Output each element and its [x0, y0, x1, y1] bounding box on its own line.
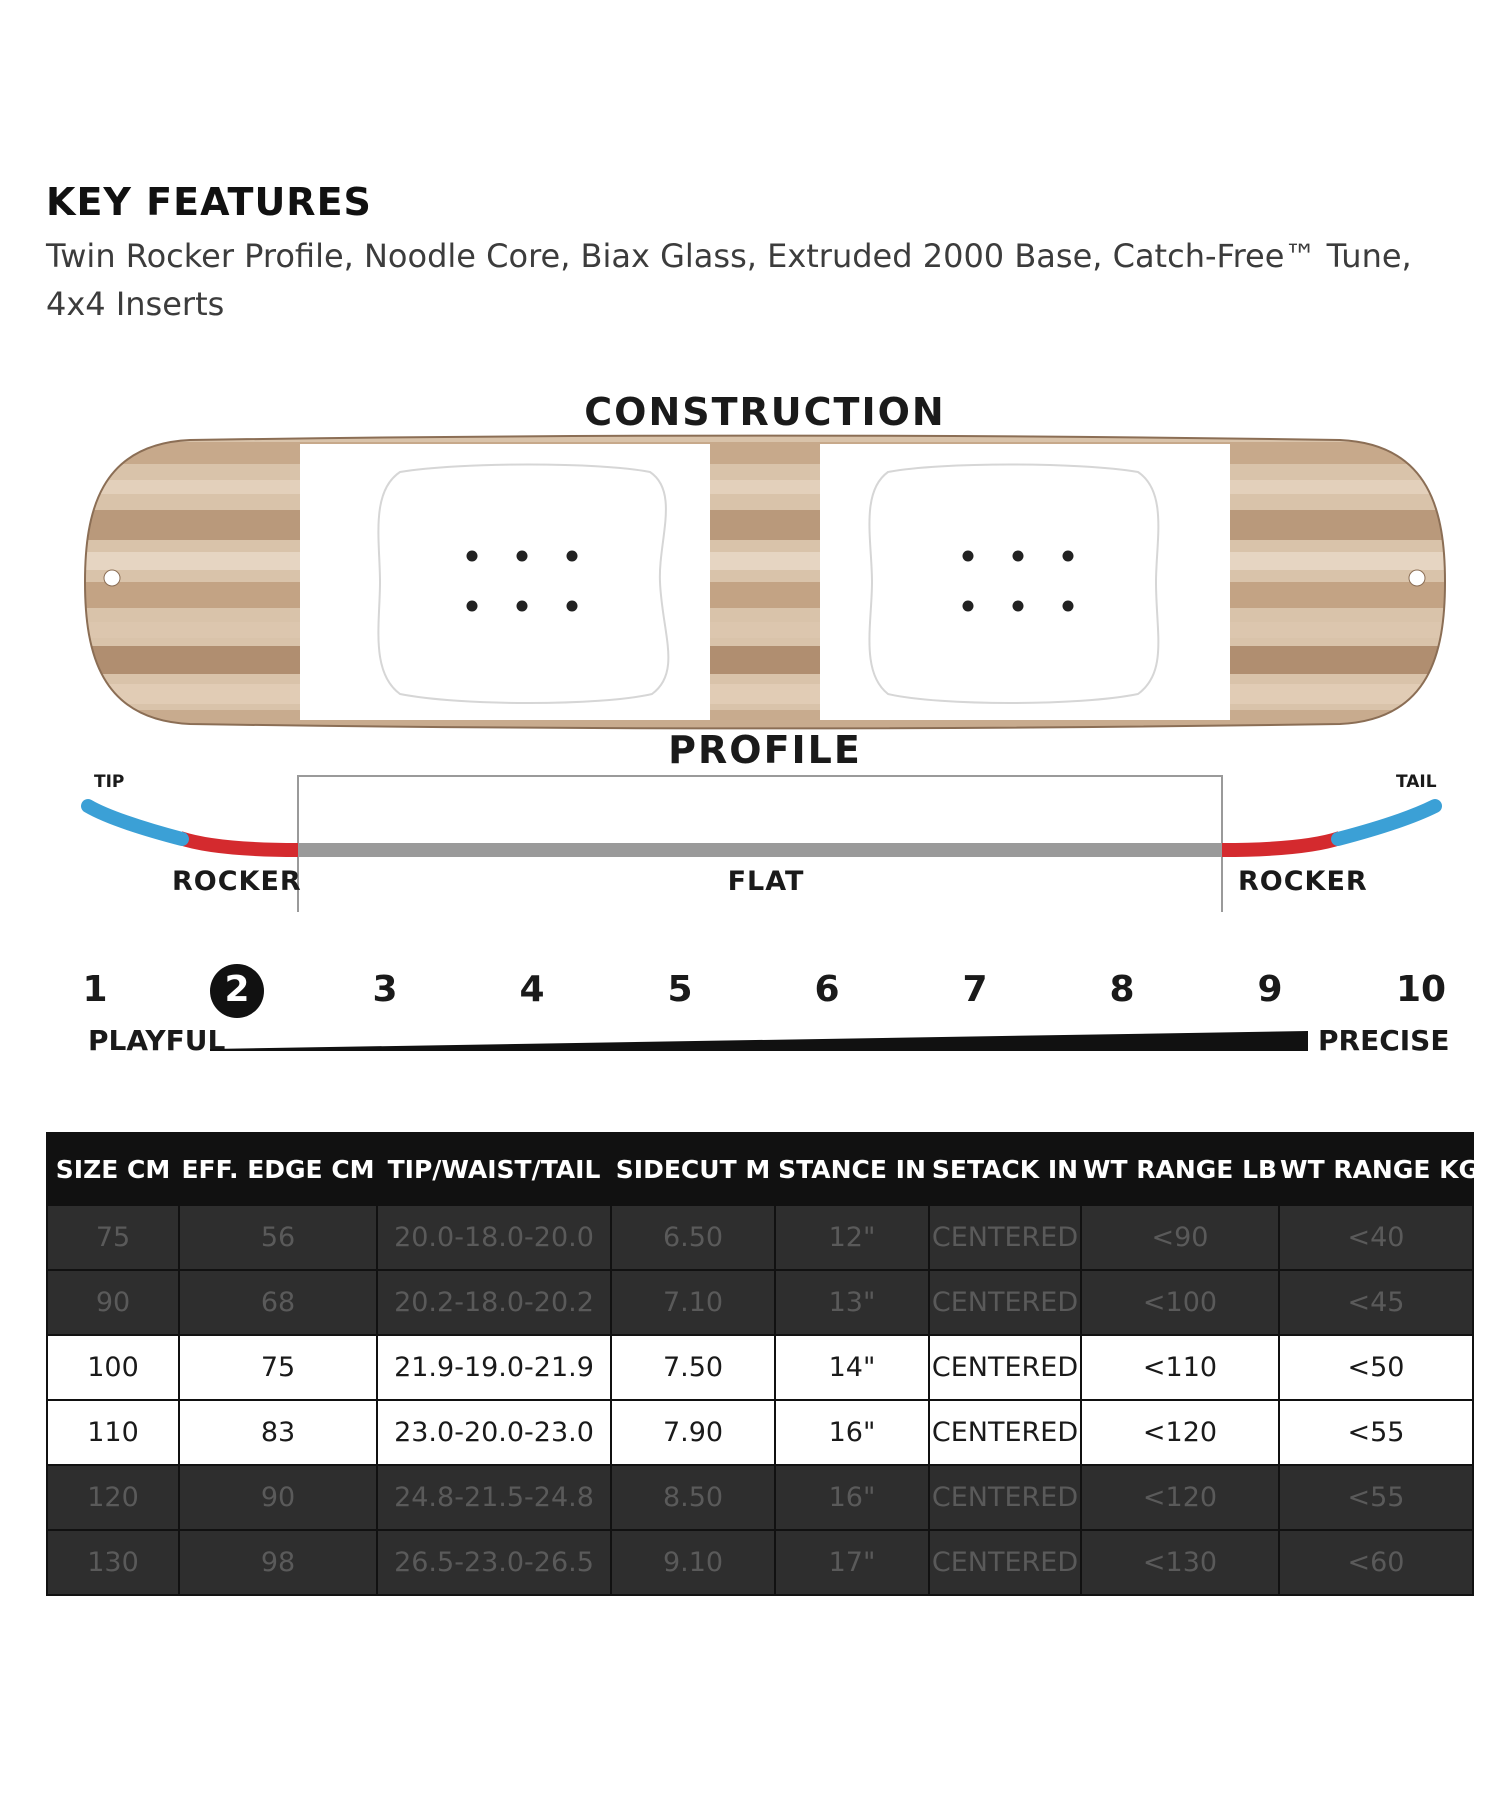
table-row	[47, 1205, 1473, 1270]
rocker-left-label: ROCKER	[172, 866, 302, 897]
table-cell: <90	[1081, 1205, 1279, 1270]
table-cell: <130	[1081, 1530, 1279, 1595]
tail-line	[1338, 806, 1435, 839]
table-header-row	[47, 1133, 1473, 1205]
flex-scale-number: 4	[519, 969, 545, 1010]
key-features-text: Twin Rocker Profile, Noodle Core, Biax Glass, Extruded 2000 Base, Catch-Free™ Tune, 4x4 Inserts	[46, 237, 1412, 323]
table-cell: CENTERED	[929, 1270, 1081, 1335]
table-cell: 13"	[775, 1270, 929, 1335]
tip-label: TIP	[94, 772, 125, 792]
table-cell: 21.9-19.0-21.9	[377, 1335, 611, 1400]
flex-scale-number: 8	[1109, 969, 1135, 1010]
table-cell: 98	[179, 1530, 377, 1595]
table-cell: 75	[179, 1335, 377, 1400]
flex-scale-number: 10	[1395, 969, 1447, 1010]
tip-hole	[104, 570, 120, 586]
table-cell: 8.50	[611, 1465, 775, 1530]
flex-scale-number-selected: 2	[224, 969, 250, 1010]
table-cell: 17"	[775, 1530, 929, 1595]
table-cell: <55	[1279, 1465, 1473, 1530]
table-cell: 130	[47, 1530, 179, 1595]
table-header: TIP/WAIST/TAIL	[377, 1133, 611, 1205]
table-row-highlighted	[47, 1335, 1473, 1400]
table-header: WT RANGE KG	[1279, 1133, 1473, 1205]
table-cell: 16"	[775, 1465, 929, 1530]
rocker-right-label: ROCKER	[1238, 866, 1368, 897]
table-row	[47, 1530, 1473, 1595]
table-cell: 12"	[775, 1205, 929, 1270]
table-cell: <50	[1279, 1335, 1473, 1400]
table-header: STANCE IN	[775, 1133, 929, 1205]
table-cell: <120	[1081, 1465, 1279, 1530]
flex-wedge	[210, 1028, 1310, 1058]
table-row	[47, 1465, 1473, 1530]
table-cell: <40	[1279, 1205, 1473, 1270]
wood-core	[80, 432, 1450, 732]
table-cell: 90	[179, 1465, 377, 1530]
tip-line	[88, 806, 182, 839]
table-header: EFF. EDGE CM	[179, 1133, 377, 1205]
flex-scale-number: 5	[667, 969, 693, 1010]
table-cell: <120	[1081, 1400, 1279, 1465]
table-cell: 110	[47, 1400, 179, 1465]
table-cell: 7.10	[611, 1270, 775, 1335]
table-cell: 24.8-21.5-24.8	[377, 1465, 611, 1530]
flex-scale-number: 7	[962, 969, 988, 1010]
table-cell: <60	[1279, 1530, 1473, 1595]
table-header: SIZE CM	[47, 1133, 179, 1205]
precise-label: PRECISE	[1318, 1024, 1450, 1057]
table-cell: 68	[179, 1270, 377, 1335]
flat-label: FLAT	[727, 866, 805, 897]
table-cell: 75	[47, 1205, 179, 1270]
tail-hole	[1409, 570, 1425, 586]
table-row	[47, 1270, 1473, 1335]
table-cell: CENTERED	[929, 1205, 1081, 1270]
construction-title: CONSTRUCTION	[584, 390, 946, 434]
table-cell: CENTERED	[929, 1465, 1081, 1530]
profile-title: PROFILE	[668, 728, 862, 772]
key-features-title: KEY FEATURES	[46, 180, 372, 224]
table-header: SETACK IN	[929, 1133, 1081, 1205]
table-cell: 23.0-20.0-23.0	[377, 1400, 611, 1465]
tail-label: TAIL	[1396, 772, 1437, 792]
table-cell: 6.50	[611, 1205, 775, 1270]
table-cell: 26.5-23.0-26.5	[377, 1530, 611, 1595]
table-cell: 16"	[775, 1400, 929, 1465]
playful-label: PLAYFUL	[88, 1024, 226, 1057]
table-cell: CENTERED	[929, 1400, 1081, 1465]
table-cell: CENTERED	[929, 1335, 1081, 1400]
flex-scale-number: 6	[814, 969, 840, 1010]
flex-scale-number: 9	[1257, 969, 1283, 1010]
table-cell: 9.10	[611, 1530, 775, 1595]
table-cell: 120	[47, 1465, 179, 1530]
table-cell: 90	[47, 1270, 179, 1335]
table-header: WT RANGE LB	[1081, 1133, 1279, 1205]
flex-scale-number: 3	[372, 969, 398, 1010]
table-cell: 20.2-18.0-20.2	[377, 1270, 611, 1335]
table-cell: 14"	[775, 1335, 929, 1400]
table-row-highlighted	[47, 1400, 1473, 1465]
table-cell: 56	[179, 1205, 377, 1270]
table-cell: 7.50	[611, 1335, 775, 1400]
tail-rocker-line	[1222, 838, 1340, 850]
table-cell: 100	[47, 1335, 179, 1400]
flex-scale-number: 1	[82, 969, 108, 1010]
board-construction-illustration	[80, 432, 1450, 732]
spec-table	[46, 1132, 1480, 1596]
table-cell: <100	[1081, 1270, 1279, 1335]
table-cell: <110	[1081, 1335, 1279, 1400]
table-cell: CENTERED	[929, 1530, 1081, 1595]
tip-rocker-line	[180, 838, 298, 850]
table-cell: 7.90	[611, 1400, 775, 1465]
table-header: SIDECUT M	[611, 1133, 775, 1205]
table-cell: <45	[1279, 1270, 1473, 1335]
table-cell: 83	[179, 1400, 377, 1465]
table-cell: <55	[1279, 1400, 1473, 1465]
table-cell: 20.0-18.0-20.0	[377, 1205, 611, 1270]
